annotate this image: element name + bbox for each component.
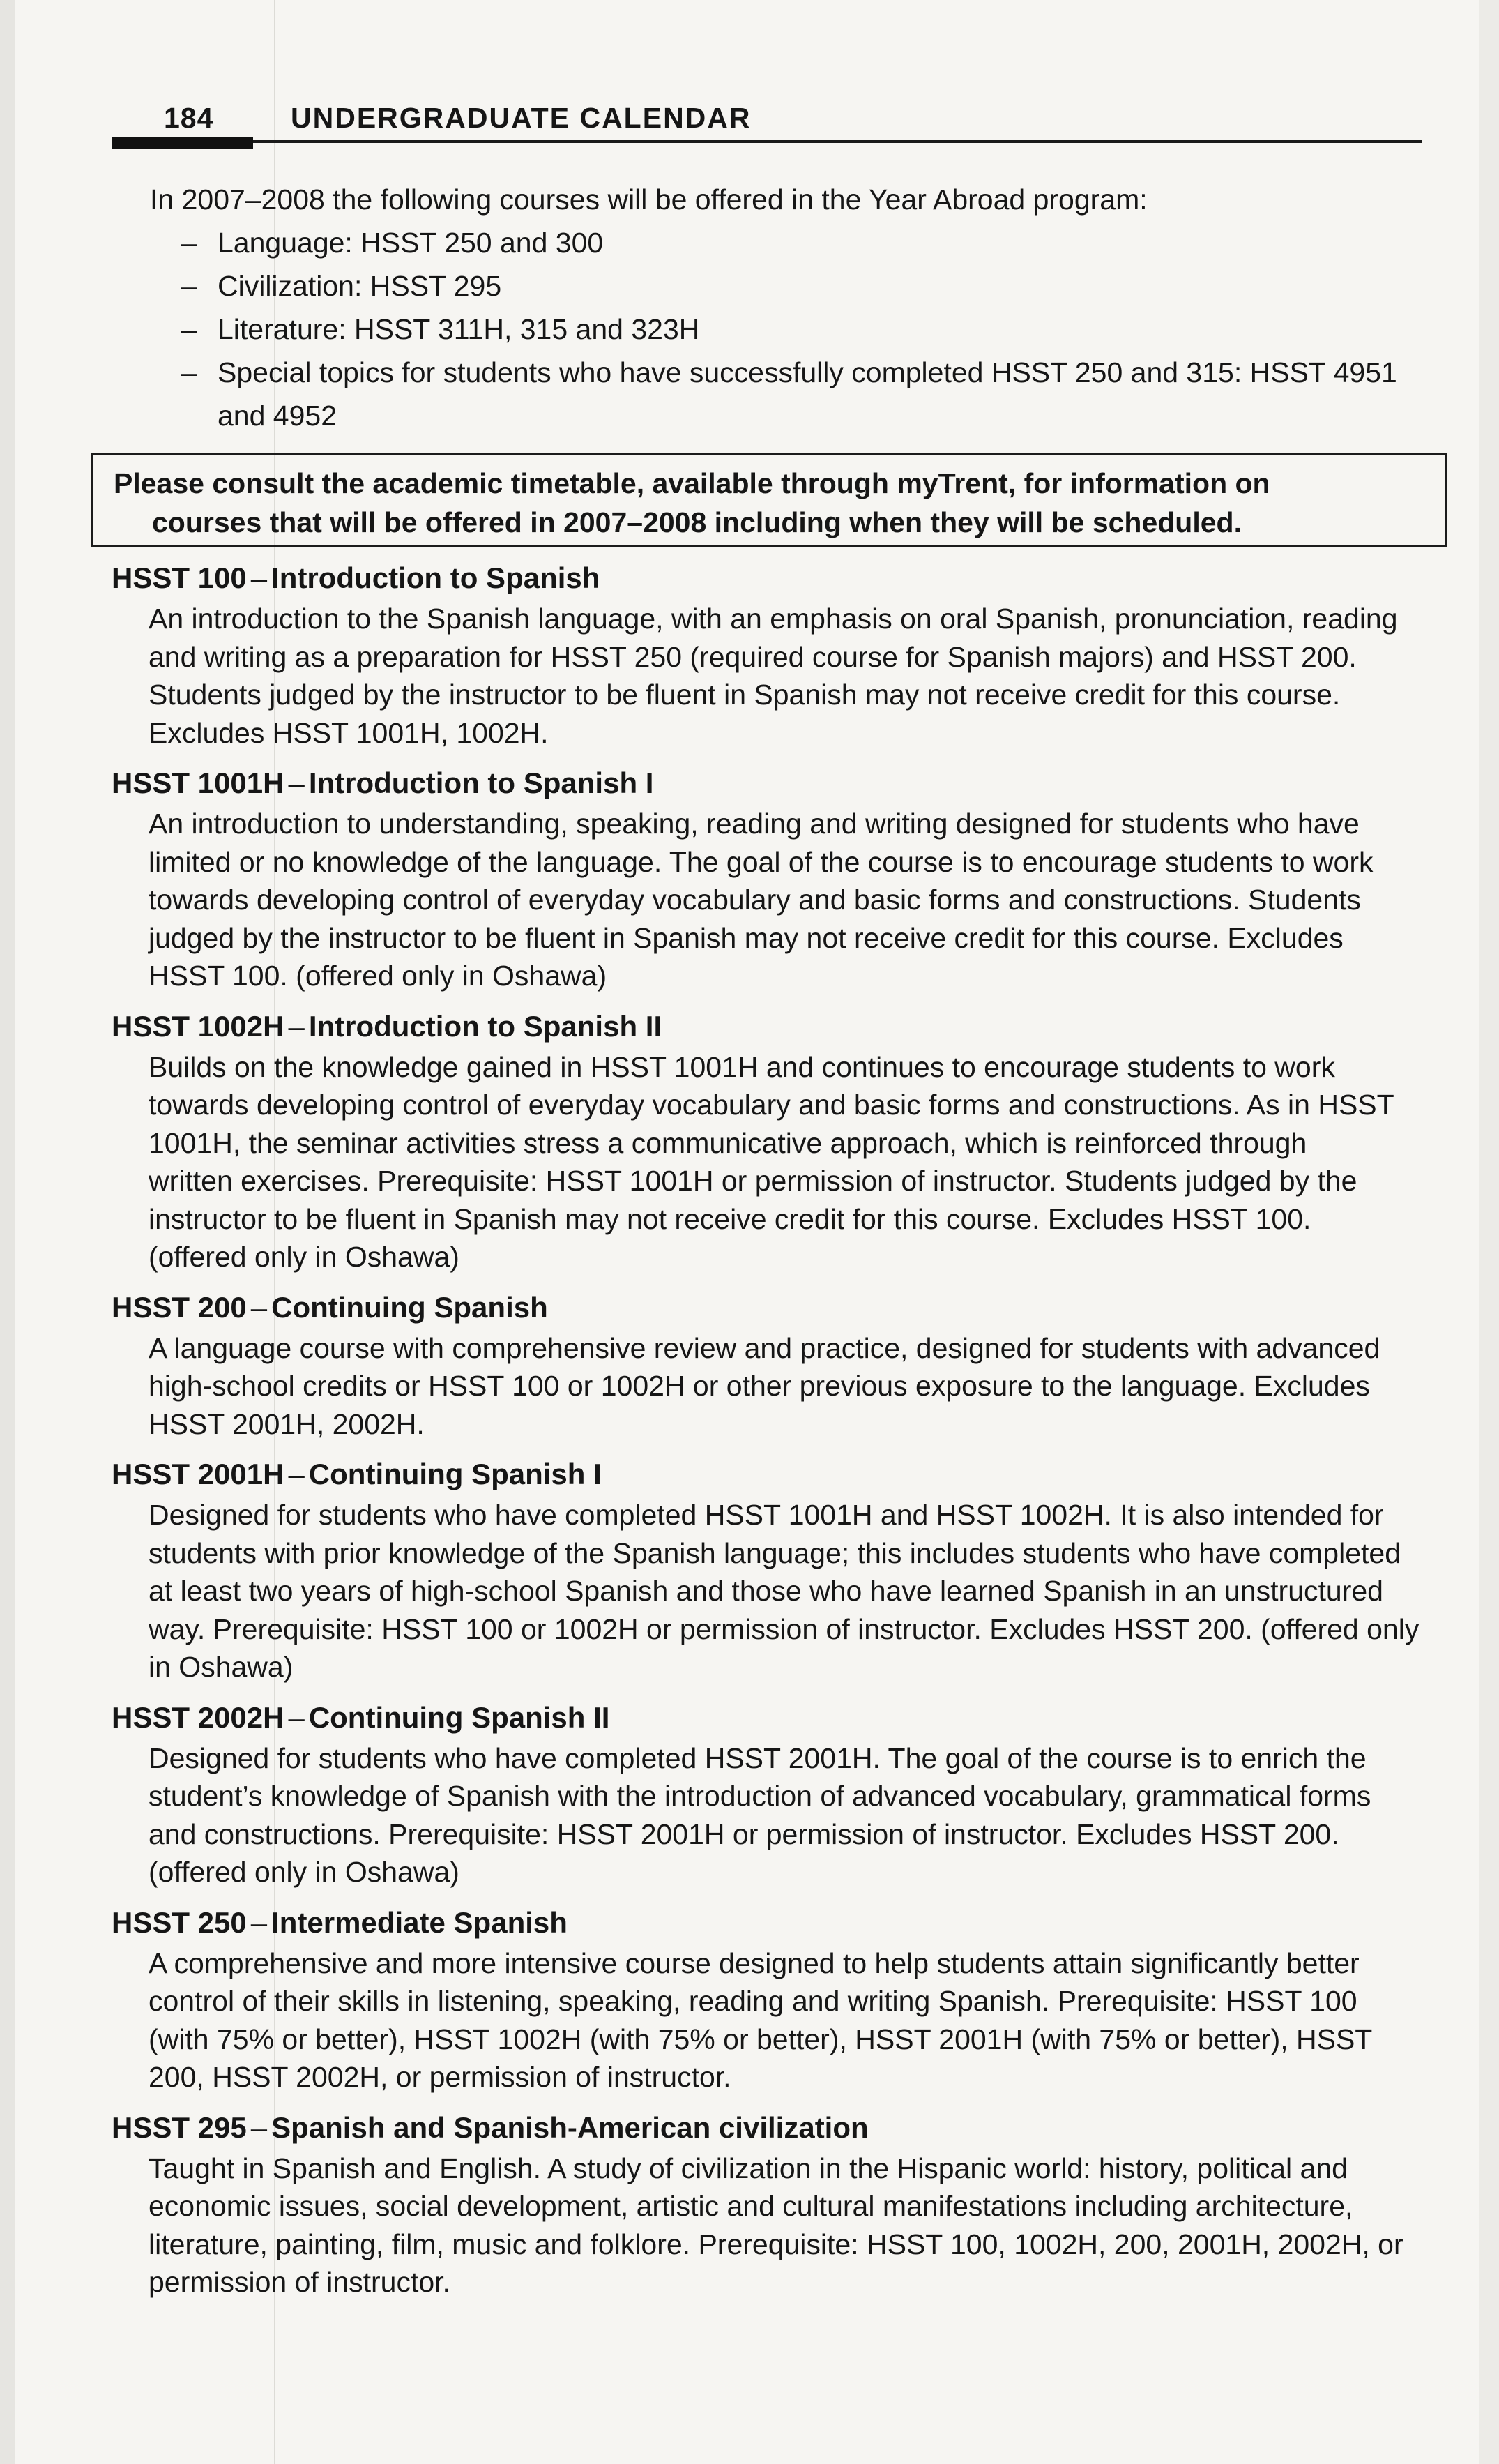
description-line: way. Prerequisite: HSST 100 or 1002H or permission of instructor. Excludes HSST 200. (offered only	[149, 1612, 1420, 1645]
heading-separator: –	[288, 1700, 305, 1734]
heading-separator: –	[288, 1458, 305, 1490]
year-abroad-course-list	[150, 221, 1426, 437]
description-line: written exercises. Prerequisite: HSST 1001H or permission of instructor. Students judged by the	[149, 1165, 1357, 1197]
description-line: students with prior knowledge of the Spanish language; this includes students who have completed	[149, 1536, 1401, 1569]
course-entry	[112, 1286, 1429, 1444]
course-heading	[112, 1901, 1429, 1944]
description-line: An introduction to the Spanish language, with an emphasis on oral Spanish, pronunciation, reading	[149, 603, 1398, 635]
description-line: control of their skills in listening, speaking, reading and writing Spanish. Prerequisite: HSST 100	[149, 1985, 1357, 2017]
description-line: literature, painting, film, music and folklore. Prerequisite: HSST 100, 1002H, 200, 2001H, 2002H, or	[149, 2228, 1403, 2260]
heading-separator: –	[250, 1905, 268, 1939]
description-line: Builds on the knowledge gained in HSST 1001H and continues to encourage students to work	[149, 1050, 1335, 1083]
description-line: (offered only in Oshawa)	[149, 1241, 459, 1273]
description-line: An introduction to understanding, speaking, reading and writing designed for students who have	[149, 808, 1360, 840]
course-entry	[112, 762, 1429, 995]
description-line: at least two years of high-school Spanish and those who have learned Spanish in an unstructured	[149, 1575, 1383, 1607]
course-entry	[112, 1696, 1429, 1891]
course-title: Introduction to Spanish II	[308, 1009, 662, 1043]
intro-lead: In 2007–2008 the following courses will be offered in the Year Abroad program:	[150, 183, 1148, 216]
dash-bullet: –	[181, 356, 197, 388]
description-line: permission of instructor.	[149, 2266, 450, 2298]
heading-separator: –	[250, 1290, 268, 1324]
timetable-notice-box	[91, 453, 1447, 547]
course-heading	[112, 1696, 1429, 1739]
header-rule-accent	[112, 137, 253, 149]
course-description	[112, 1944, 1429, 2096]
course-title: Introduction to Spanish	[271, 561, 600, 594]
course-code: HSST 295	[112, 2110, 247, 2144]
heading-separator: –	[250, 561, 268, 594]
description-line: towards developing control of everyday vocabulary and basic forms and constructions. As in HSST	[149, 1089, 1394, 1121]
description-line: HSST 100. (offered only in Oshawa)	[149, 960, 607, 992]
course-title: Continuing Spanish	[271, 1290, 548, 1324]
dash-bullet: –	[181, 270, 197, 302]
course-description	[112, 1739, 1429, 1891]
heading-separator: –	[250, 2110, 268, 2144]
description-line: A comprehensive and more intensive course designed to help students attain significantly better	[149, 1947, 1360, 1979]
course-description	[112, 1048, 1429, 1276]
list-item-text-continued: and 4952	[218, 400, 337, 432]
description-line: (with 75% or better), HSST 1002H (with 75% or better), HSST 2001H (with 75% or better), HSST	[149, 2023, 1373, 2055]
course-title: Continuing Spanish I	[308, 1458, 602, 1490]
course-description	[112, 1496, 1429, 1686]
course-entry	[112, 557, 1429, 752]
course-code: HSST 2002H	[112, 1700, 284, 1734]
course-code: HSST 2001H	[112, 1458, 284, 1490]
course-heading	[112, 1005, 1429, 1048]
description-line: Taught in Spanish and English. A study of civilization in the Hispanic world: history, political and	[149, 2152, 1348, 2184]
description-line: HSST 2001H, 2002H.	[149, 1407, 425, 1440]
notice-line: courses that will be offered in 2007–2008 including when they will be scheduled.	[152, 506, 1242, 538]
course-heading	[112, 2106, 1429, 2149]
course-entry	[112, 2106, 1429, 2302]
course-description	[112, 1329, 1429, 1444]
course-code: HSST 100	[112, 561, 247, 594]
course-code: HSST 250	[112, 1905, 247, 1939]
description-line: towards developing control of everyday vocabulary and basic forms and constructions. Students	[149, 884, 1361, 916]
dash-bullet: –	[181, 227, 197, 259]
list-item-text: Language: HSST 250 and 300	[218, 227, 604, 259]
running-title: UNDERGRADUATE CALENDAR	[291, 102, 752, 134]
description-line: 1001H, the seminar activities stress a communicative approach, which is reinforced through	[149, 1126, 1307, 1159]
description-line: Excludes HSST 1001H, 1002H.	[149, 716, 549, 749]
course-code: HSST 1001H	[112, 766, 284, 799]
heading-separator: –	[288, 766, 305, 799]
description-line: high-school credits or HSST 100 or 1002H or other previous exposure to the language. Excludes	[149, 1370, 1370, 1402]
course-title: Intermediate Spanish	[271, 1905, 568, 1939]
description-line: A language course with comprehensive review and practice, designed for students with advanced	[149, 1331, 1380, 1364]
year-abroad-intro	[150, 178, 1426, 437]
course-heading	[112, 557, 1429, 600]
description-line: Designed for students who have completed HSST 2001H. The goal of the course is to enrich the	[149, 1741, 1367, 1774]
description-line: economic issues, social development, artistic and cultural manifestations including architecture,	[149, 2190, 1353, 2222]
course-title: Spanish and Spanish-American civilization	[271, 2110, 869, 2144]
page-number: 184	[164, 102, 214, 134]
list-item	[181, 221, 1426, 264]
description-line: in Oshawa)	[149, 1651, 294, 1683]
course-description	[112, 805, 1429, 995]
description-line: Designed for students who have completed HSST 1001H and HSST 1002H. It is also intended for	[149, 1499, 1384, 1531]
course-code: HSST 1002H	[112, 1009, 284, 1043]
notice-line: Please consult the academic timetable, available through myTrent, for information on	[114, 467, 1270, 499]
heading-separator: –	[288, 1009, 305, 1043]
course-entry	[112, 1901, 1429, 2096]
course-title: Introduction to Spanish I	[308, 766, 654, 799]
list-item-text: Civilization: HSST 295	[218, 270, 502, 302]
description-line: Students judged by the instructor to be fluent in Spanish may not receive credit for this course.	[149, 679, 1341, 711]
description-line: and constructions. Prerequisite: HSST 2001H or permission of instructor. Excludes HSST 200.	[149, 1817, 1339, 1850]
course-entry	[112, 1005, 1429, 1276]
list-item	[181, 308, 1426, 351]
course-description	[112, 600, 1429, 752]
list-item-text: Special topics for students who have successfully completed HSST 250 and 315: HSST 4951	[218, 356, 1397, 388]
course-heading	[112, 762, 1429, 805]
header-rule	[112, 140, 1422, 143]
list-item	[181, 264, 1426, 308]
course-code: HSST 200	[112, 1290, 247, 1324]
list-item-text: Literature: HSST 311H, 315 and 323H	[218, 313, 700, 345]
description-line: (offered only in Oshawa)	[149, 1856, 459, 1888]
course-description	[112, 2149, 1429, 2302]
description-line: and writing as a preparation for HSST 250 (required course for Spanish majors) and HSST 200.	[149, 640, 1357, 673]
course-title: Continuing Spanish II	[308, 1700, 610, 1734]
description-line: 200, HSST 2002H, or permission of instructor.	[149, 2061, 731, 2093]
description-line: instructor to be fluent in Spanish may not receive credit for this course. Excludes HSST 100.	[149, 1202, 1311, 1235]
list-item	[181, 351, 1426, 437]
course-entry	[112, 1453, 1429, 1686]
description-line: student’s knowledge of Spanish with the introduction of advanced vocabulary, grammatical forms	[149, 1780, 1371, 1812]
description-line: judged by the instructor to be fluent in Spanish may not receive credit for this course. Excludes	[149, 921, 1344, 954]
dash-bullet: –	[181, 313, 197, 345]
page-left-edge	[0, 0, 15, 2464]
course-heading	[112, 1453, 1429, 1496]
description-line: limited or no knowledge of the language. The goal of the course is to encourage students to work	[149, 845, 1374, 878]
page-right-edge	[1479, 0, 1499, 2464]
course-heading	[112, 1286, 1429, 1329]
course-list	[112, 557, 1429, 2311]
